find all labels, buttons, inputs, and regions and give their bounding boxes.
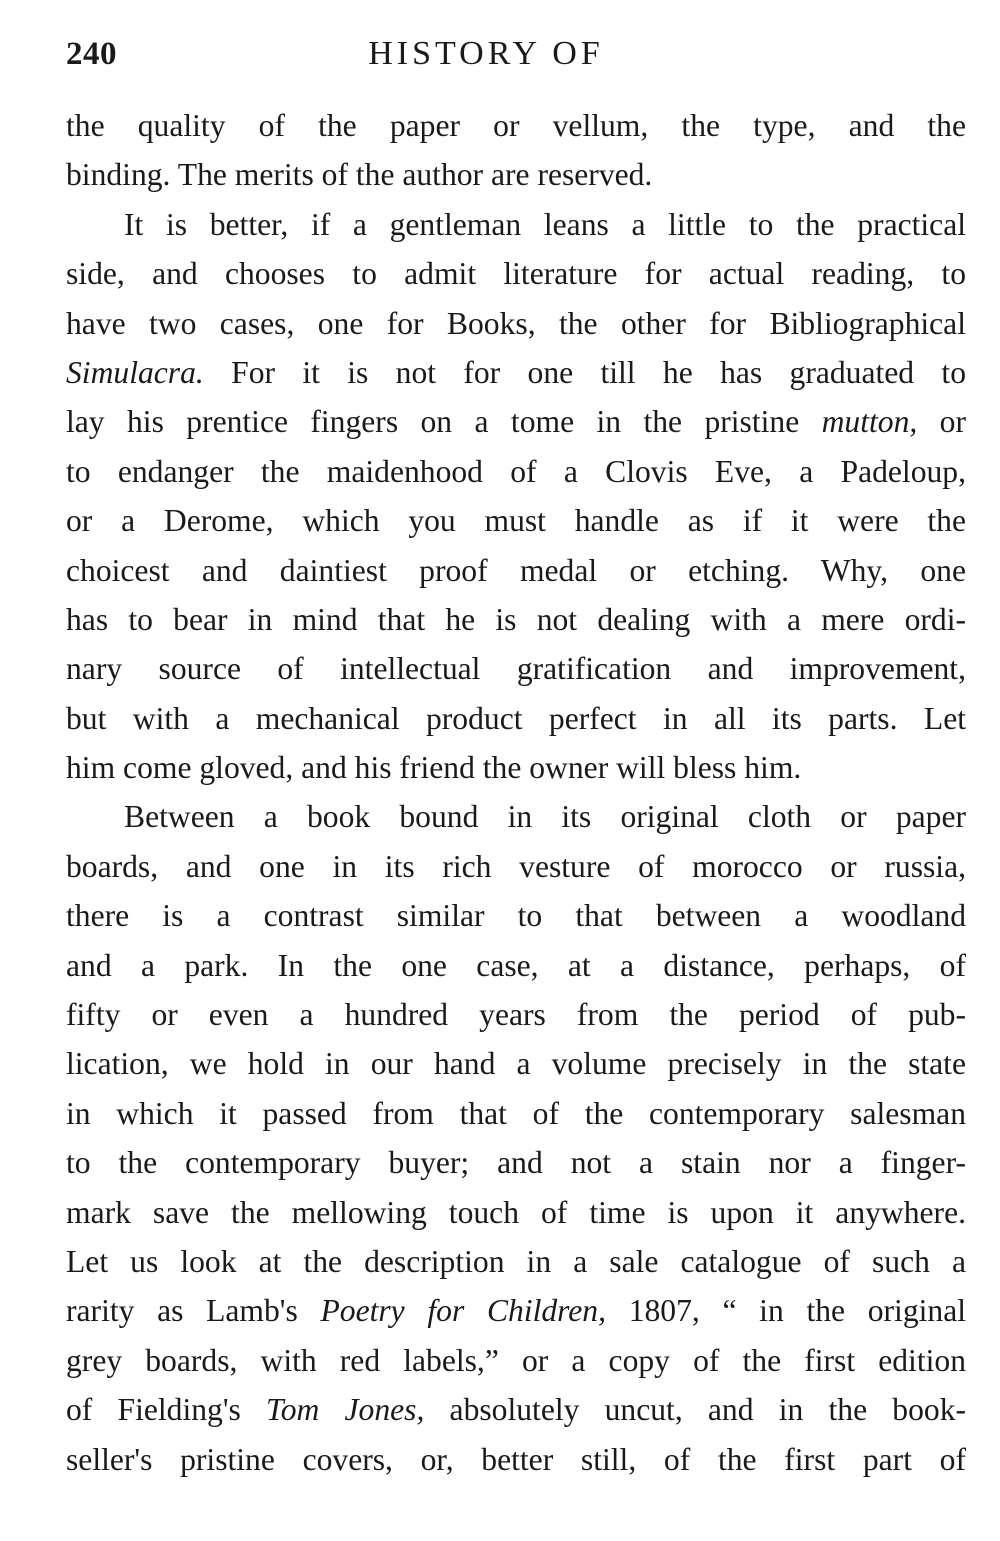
text-line-content: [66, 503, 966, 538]
page-number: 240: [66, 36, 117, 72]
text-line: [66, 496, 966, 545]
text-line: [66, 101, 966, 150]
text-run: 1807, “ in the original: [606, 1293, 966, 1329]
text-run: there is a contrast similar to that between a woodland: [66, 898, 966, 934]
text-line-content: [66, 1293, 966, 1328]
text-line-content: [66, 404, 966, 439]
text-run: of Fielding's: [66, 1392, 267, 1428]
text-line: [66, 842, 966, 891]
text-line: [66, 743, 966, 792]
text-run: lay his prentice fingers on a tome in the pristine: [66, 404, 822, 440]
text-line: [66, 1385, 966, 1434]
text-run: rarity as Lamb's: [66, 1293, 321, 1329]
text-line: [66, 397, 966, 446]
text-line-content: [66, 306, 966, 341]
text-run: Let us look at the description in a sale catalogue of such a: [66, 1243, 966, 1279]
text-line: [66, 941, 966, 990]
text-line: [66, 990, 966, 1039]
text-run: nary source of intellectual gratification and improvement,: [66, 651, 966, 687]
text-line: [66, 447, 966, 496]
text-line-content: [66, 701, 966, 736]
text-run: has to bear in mind that he is not dealing with a mere ordi-: [66, 601, 966, 637]
text-run: boards, and one in its rich vesture of morocco or russia,: [66, 848, 966, 884]
text-line-content: [66, 1195, 966, 1230]
italic-text: Poetry for Children,: [320, 1293, 607, 1329]
text-run: lication, we hold in our hand a volume precisely in the state: [66, 1046, 966, 1082]
text-line: [66, 546, 966, 595]
running-title: HISTORY OF: [368, 35, 604, 72]
text-run: to the contemporary buyer; and not a stain nor a finger-: [66, 1145, 966, 1181]
text-line: [66, 249, 966, 298]
text-line: [66, 1435, 966, 1484]
text-run: seller's pristine covers, or, better still, of the first part of: [66, 1441, 966, 1477]
text-line: [66, 1237, 966, 1286]
text-line-content: [66, 1392, 966, 1427]
text-run: and a park. In the one case, at a distance, perhaps, of: [66, 947, 966, 983]
italic-text: Tom Jones,: [266, 1392, 425, 1428]
text-line-content: [66, 948, 966, 983]
text-line: [66, 150, 966, 199]
paragraph: [66, 101, 966, 200]
text-line: [66, 299, 966, 348]
text-run: absolutely uncut, and in the book-: [424, 1392, 967, 1428]
text-line: [66, 1286, 966, 1335]
text-line-content: [66, 454, 966, 489]
text-run: to endanger the maidenhood of a Clovis Eve, a Padeloup,: [66, 453, 966, 489]
text-line: [66, 694, 966, 743]
text-line-content: [66, 1343, 966, 1378]
text-run: choicest and daintiest proof medal or etching. Why, one: [66, 552, 966, 588]
text-run: Between a book bound in its original cloth or paper: [124, 799, 966, 835]
text-line-content: [66, 997, 966, 1032]
text-line: [66, 1039, 966, 1088]
running-head: [66, 30, 966, 78]
text-line: [66, 1188, 966, 1237]
text-run: have two cases, one for Books, the other for Bibliographical: [66, 305, 966, 341]
text-line-content: [66, 1046, 966, 1081]
text-line: [66, 891, 966, 940]
paragraph: [66, 792, 966, 1483]
text-line-content: [124, 207, 966, 242]
text-run: It is better, if a gentleman leans a little to the practical: [124, 206, 966, 242]
text-line-content: [66, 157, 652, 192]
text-line-content: [66, 108, 966, 143]
text-line-content: [66, 898, 966, 933]
text-line-content: [66, 602, 966, 637]
text-run: in which it passed from that of the contemporary salesman: [66, 1095, 966, 1131]
paragraph: [66, 200, 966, 793]
text-line-content: [66, 256, 966, 291]
text-line-content: [66, 1096, 966, 1131]
text-run: For it is not for one till he has graduated to: [203, 354, 966, 390]
text-run: or: [917, 404, 966, 440]
text-line: [66, 1089, 966, 1138]
body-text: [66, 101, 966, 1484]
text-line-content: [66, 750, 801, 785]
text-line-content: [66, 849, 966, 884]
text-run: him come gloved, and his friend the owner will bless him.: [66, 750, 802, 786]
text-run: mark save the mellowing touch of time is upon it anywhere.: [66, 1194, 966, 1230]
italic-text: mutton,: [821, 404, 918, 440]
text-line: [66, 1336, 966, 1385]
text-line: [66, 792, 966, 841]
text-run: side, and chooses to admit literature for actual reading, to: [66, 256, 966, 292]
text-line: [66, 200, 966, 249]
text-line: [66, 348, 966, 397]
text-line-content: [66, 1244, 966, 1279]
text-line-content: [66, 651, 966, 686]
text-run: the quality of the paper or vellum, the type, and the: [66, 108, 966, 143]
text-run: fifty or even a hundred years from the period of pub-: [66, 997, 966, 1033]
text-line-content: [66, 1442, 966, 1477]
text-run: or a Derome, which you must handle as if it were the: [66, 503, 966, 539]
text-line-content: [124, 799, 966, 834]
text-run: binding. The merits of the author are reserved.: [66, 157, 653, 193]
italic-text: Simulacra.: [66, 354, 204, 390]
text-line-content: [66, 1145, 966, 1180]
text-line-content: [66, 553, 966, 588]
text-run: grey boards, with red labels,” or a copy of the first edition: [66, 1342, 966, 1378]
text-line-content: [66, 355, 966, 390]
text-line: [66, 644, 966, 693]
text-run: but with a mechanical product perfect in all its parts. Let: [66, 700, 966, 736]
text-line: [66, 595, 966, 644]
text-line: [66, 1138, 966, 1187]
